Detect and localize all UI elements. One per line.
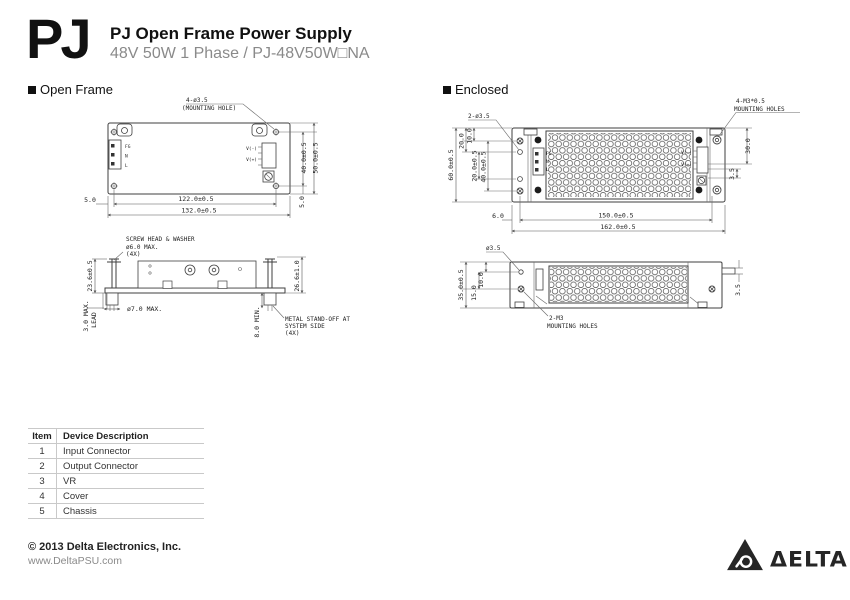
en-side-dim-10: 10.0 bbox=[477, 272, 485, 288]
page-title: PJ Open Frame Power Supply bbox=[110, 24, 352, 43]
pin-label-n: N bbox=[546, 160, 549, 165]
of-top-dim-50: 50.0±0.5 bbox=[311, 142, 320, 174]
item-number: 4 bbox=[28, 489, 57, 504]
pin-label-vneg: V(-) bbox=[681, 151, 692, 156]
of-side-screw-label-3: (4X) bbox=[126, 251, 141, 258]
website-text: www.DeltaPSU.com bbox=[28, 555, 122, 567]
of-top-mount-label-2: (MOUNTING HOLE) bbox=[182, 105, 237, 112]
en-top-dim-6: 6.0 bbox=[492, 212, 504, 220]
of-side-screw-label-1: SCREW HEAD & WASHER bbox=[126, 236, 195, 243]
of-side-screw-label-2: ø6.0 MAX. bbox=[126, 244, 159, 251]
en-side-dim-35: 35.0±0.5 bbox=[457, 269, 465, 301]
pin-label-vneg: V(-) bbox=[246, 147, 257, 152]
item-description: VR bbox=[57, 474, 205, 489]
en-side-dim-15: 15.0 bbox=[470, 285, 478, 301]
of-side-standoff-label-3: (4X) bbox=[285, 330, 300, 337]
en-top-dim-20b: 20.0±0.5 bbox=[470, 150, 479, 182]
item-description: Input Connector bbox=[57, 444, 205, 459]
en-top-holes-label: 2-ø3.5 bbox=[468, 113, 490, 120]
table-header-row bbox=[28, 429, 204, 444]
of-side-dim-8: 8.0 MIN. bbox=[253, 306, 261, 338]
en-top-dim-60: 60.0±0.5 bbox=[447, 149, 455, 181]
page-subtitle: 48V 50W 1 Phase / PJ-48V50W□NA bbox=[110, 45, 370, 62]
of-top-dim-5-right: 5.0 bbox=[298, 196, 306, 208]
en-top-dim-40: 40.0±0.5 bbox=[479, 151, 488, 183]
copyright-text: © 2013 Delta Electronics, Inc. bbox=[28, 541, 182, 553]
enclosed-side-view bbox=[457, 245, 743, 330]
en-side-hole-label: ø3.5 bbox=[486, 245, 501, 252]
en-top-dim-20a: 20.0 bbox=[457, 133, 466, 149]
col-header-description: Device Description bbox=[57, 429, 205, 444]
en-top-dim-35: 3.5 bbox=[728, 168, 736, 180]
perforated-cover bbox=[550, 267, 687, 302]
pin-label-fg: FG bbox=[125, 145, 131, 150]
pin-label-vpos: V(+) bbox=[681, 163, 692, 168]
vr-potentiometer bbox=[263, 171, 274, 182]
of-side-dim-lead-2: LEAD bbox=[90, 312, 98, 328]
pin-label-l: L bbox=[125, 164, 128, 169]
of-top-dim-122: 122.0±0.5 bbox=[178, 195, 214, 203]
of-top-dim-40: 40.0±0.5 bbox=[300, 142, 308, 174]
en-side-dim-tab: 3.5 bbox=[734, 284, 742, 296]
item-number: 3 bbox=[28, 474, 57, 489]
open-frame-top-view bbox=[84, 97, 319, 218]
of-side-dim-236: 23.6±0.5 bbox=[86, 260, 94, 292]
enclosed-top-view bbox=[447, 98, 800, 234]
vr-potentiometer bbox=[697, 176, 706, 185]
en-top-mount-label-2: MOUNTING HOLES bbox=[734, 106, 785, 113]
series-logo: PJ bbox=[26, 7, 89, 70]
of-top-dim-5-left: 5.0 bbox=[84, 196, 96, 204]
en-side-mount-label-2: MOUNTING HOLES bbox=[547, 323, 598, 330]
pin-label-n: N bbox=[125, 154, 128, 160]
pin-label-l: L bbox=[546, 168, 549, 173]
pin-label-vpos: V(+) bbox=[246, 158, 257, 163]
output-connector bbox=[246, 143, 276, 168]
item-description: Cover bbox=[57, 489, 205, 504]
pin-label-fg: FG bbox=[546, 152, 552, 157]
delta-logo bbox=[726, 538, 848, 572]
table-row bbox=[28, 459, 204, 474]
item-description: Chassis bbox=[57, 504, 205, 519]
open-frame-side-view bbox=[82, 236, 350, 338]
device-table bbox=[28, 428, 204, 519]
en-side-mount-label-1: 2-M3 bbox=[549, 315, 564, 322]
table-row bbox=[28, 504, 204, 519]
en-top-dim-150: 150.0±0.5 bbox=[598, 211, 634, 220]
of-side-dim-lead-1: 3.0 MAX. bbox=[82, 300, 90, 332]
of-side-standoff-label-2: SYSTEM SIDE bbox=[285, 323, 325, 330]
of-side-standoff-label-1: METAL STAND-OFF AT bbox=[285, 316, 351, 323]
item-description: Output Connector bbox=[57, 459, 205, 474]
of-side-dim-266: 26.6±1.0 bbox=[293, 260, 301, 292]
en-top-mount-label-1: 4-M3*0.5 bbox=[736, 98, 765, 105]
item-number: 5 bbox=[28, 504, 57, 519]
table-row bbox=[28, 474, 204, 489]
delta-triangle-icon bbox=[726, 538, 764, 572]
section-open-frame-label: Open Frame bbox=[40, 82, 113, 97]
delta-wordmark: ΔELTA bbox=[770, 548, 848, 573]
col-header-item: Item bbox=[28, 429, 57, 444]
en-top-dim-10: 10.0 bbox=[465, 128, 474, 144]
perforated-cover bbox=[548, 133, 691, 197]
item-number: 1 bbox=[28, 444, 57, 459]
of-top-dim-132: 132.0±0.5 bbox=[181, 206, 217, 215]
input-connector bbox=[109, 140, 131, 169]
table-row bbox=[28, 489, 204, 504]
section-enclosed-label: Enclosed bbox=[455, 82, 509, 97]
en-top-dim-30: 30.0 bbox=[744, 138, 752, 154]
item-number: 2 bbox=[28, 459, 57, 474]
of-top-mount-label-1: 4-ø3.5 bbox=[186, 97, 208, 104]
table-row bbox=[28, 444, 204, 459]
of-side-dim-7: ø7.0 MAX. bbox=[127, 305, 163, 313]
en-top-dim-162: 162.0±0.5 bbox=[600, 223, 636, 231]
